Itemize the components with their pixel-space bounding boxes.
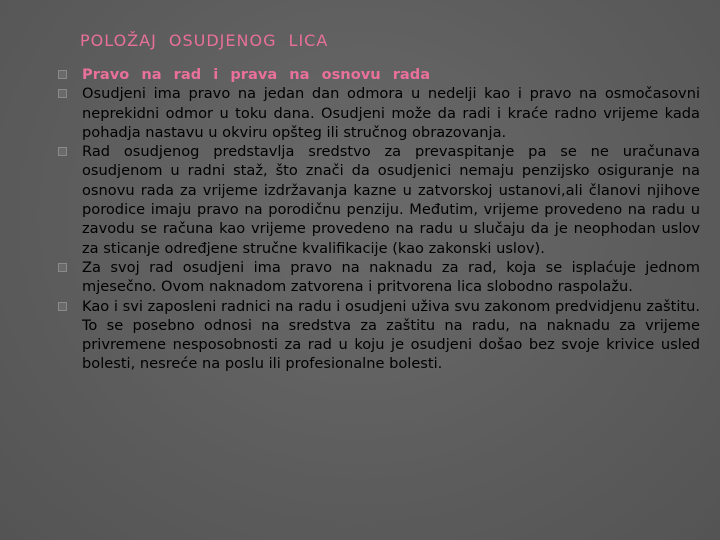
square-bullet-icon [58,147,67,156]
bullet-text: Kao i svi zaposleni radnici na radu i osudjeni uživa svu zakonom predvidjenu zaštitu. To se posebno odnosi na sredstva za zaštitu na radu, na naknadu za vrijeme privremene nesposobnosti za rad u koju je osudjeni došao bez svoje krivice usled bolesti, nesreće na poslu ili profesionalne bolesti. [82,297,700,373]
bullet-text: Rad osudjenog predstavlja sredstvo za prevaspitanje pa se ne uračunava osudjenom u radni staž, što znači da osudjenici nemaju penzijsko osiguranje na osnovu rada za vrijeme izdržavanja kazne u zatvorskoj ustanovi,ali članovi njihove porodice imaju pravo na porodičnu penziju. Međutim, vrijeme provedeno na radu u zavodu se računa kao vrijeme provedeno na radu u slučaju da je neophodan uslov za sticanje određjene stručne kvalifikacije (kao zakonski uslov). [82,143,700,257]
bullet-text: Za svoj rad osudjeni ima pravo na naknadu za rad, koja se isplaćuje jednom mjesečno. Ovom naknadom zatvorena i pritvorena lica slobodno raspolažu. [82,258,700,296]
bullet-text: Osudjeni ima pravo na jedan dan odmora u nedelji kao i pravo na osmočasovni neprekidni odmor u toku dana. Osudjeni može da radi i kraće radno vrijeme kada pohadja nastavu u okviru opšteg ili stručnog obrazovanja. [82,85,700,141]
bullet-item-compensation [58,258,700,297]
bullet-list [58,65,700,374]
slide-title: POLOŽAJ OSUDJENOG LICA [80,31,329,50]
bullet-text: Pravo na rad i prava na osnovu rada [82,66,431,83]
square-bullet-icon [58,70,67,79]
bullet-item-work-experience [58,142,700,258]
bullet-item-protection [58,297,700,374]
square-bullet-icon [58,89,67,98]
bullet-item-rest [58,84,700,142]
square-bullet-icon [58,302,67,311]
bullet-item-work-rights [58,65,700,84]
square-bullet-icon [58,263,67,272]
